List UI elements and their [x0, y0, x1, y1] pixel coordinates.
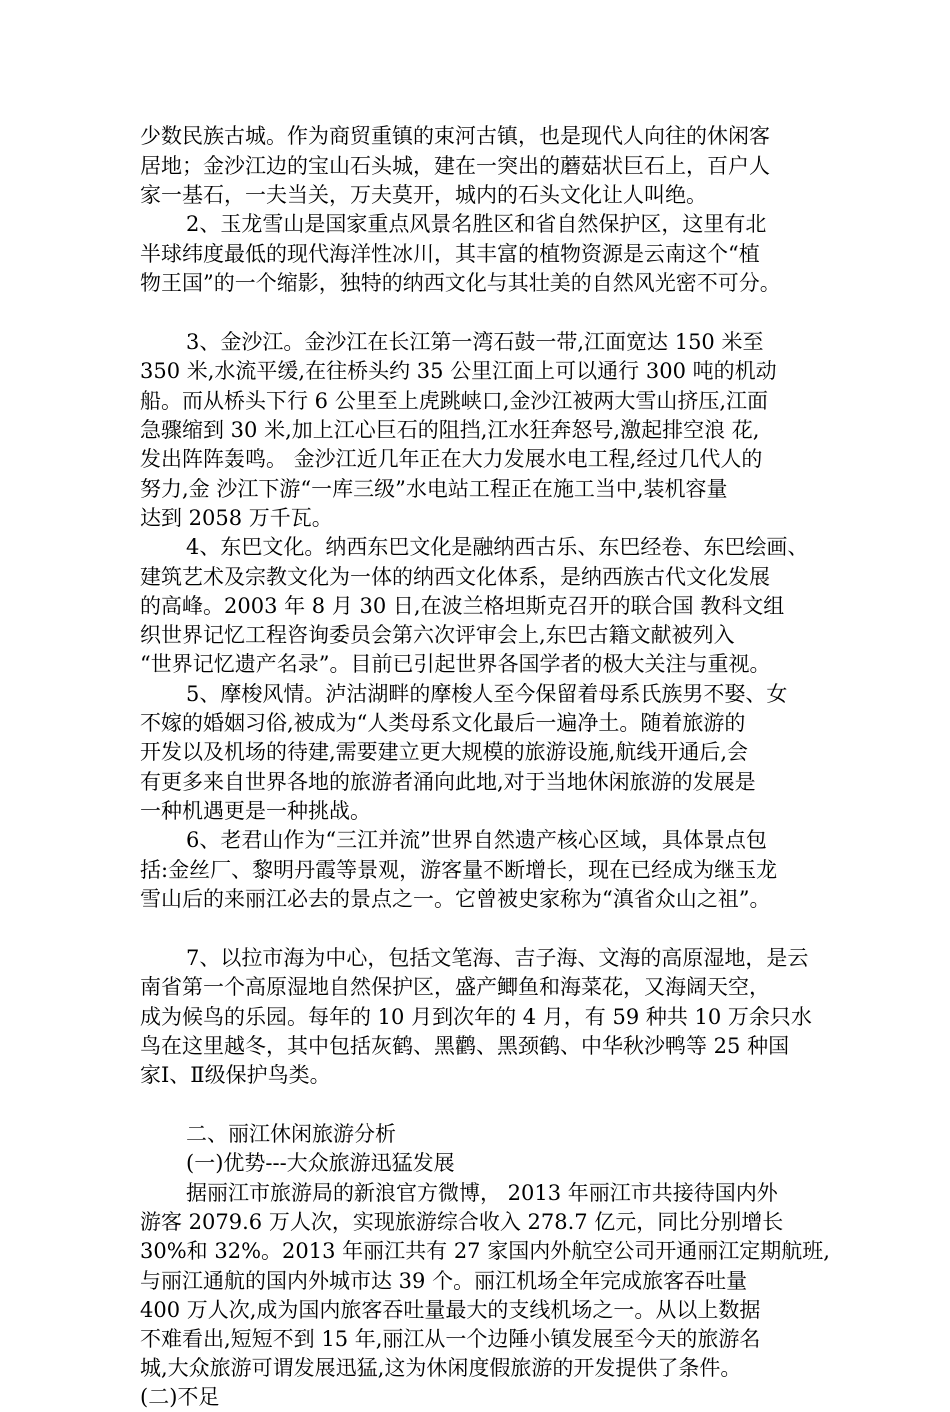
text-line: 船。而从桥头下行 6 公里至上虎跳峡口,金沙江被两大雪山挤压,江面 — [140, 389, 769, 413]
text-line: 开发以及机场的待建,需要建立更大规模的旅游设施,航线开通后,会 — [140, 740, 749, 764]
text-line: 南省第一个高原湿地自然保护区，盛产鲫鱼和海菜花，又海阔天空， — [140, 975, 770, 999]
text-line: 织世界记忆工程咨询委员会第六次评审会上,东巴古籍文献被列入 — [140, 623, 735, 647]
text-line: 有更多来自世界各地的旅游者涌向此地,对于当地休闲旅游的发展是 — [140, 770, 756, 794]
text-line: 努力,金 沙江下游“一库三级”水电站工程正在施工当中,装机容量 — [140, 477, 728, 501]
text-line: 游客 2079.6 万人次，实现旅游综合收入 278.7 亿元，同比分别增长 — [140, 1210, 784, 1234]
text-line: 不嫁的婚姻习俗,被成为“人类母系文化最后一遍净土。随着旅游的 — [140, 711, 746, 735]
text-line: 与丽江通航的国内外城市达 39 个。丽江机场全年完成旅客吞吐量 — [140, 1269, 748, 1293]
text-line: 30%和 32%。2013 年丽江共有 27 家国内外航空公司开通丽江定期航班, — [140, 1239, 830, 1263]
text-line: 鸟在这里越冬，其中包括灰鹤、黑鹳、黑颈鹤、中华秋沙鸭等 25 种国 — [140, 1034, 790, 1058]
text-line: (二)不足 — [140, 1385, 220, 1409]
subsection-heading: (一)优势---大众旅游迅猛发展 — [186, 1151, 455, 1175]
text-line: 7、以拉市海为中心，包括文笔海、吉子海、文海的高原湿地，是云 — [186, 946, 809, 970]
text-line: 家一基石，一夫当关，万夫莫开，城内的石头文化让人叫绝。 — [140, 183, 707, 207]
text-line: 350 米,水流平缓,在往桥头约 35 公里江面上可以通行 300 吨的机动 — [140, 359, 777, 383]
text-line: “世界记忆遗产名录”。目前已引起世界各国学者的极大关注与重视。 — [140, 652, 771, 676]
text-line: 居地；金沙江边的宝山石头城，建在一突出的蘑菇状巨石上，百户人 — [140, 154, 770, 178]
text-line: 据丽江市旅游局的新浪官方微博， 2013 年丽江市共接待国内外 — [186, 1181, 778, 1205]
text-line: 急骤缩到 30 米,加上江心巨石的阻挡,江水狂奔怒号,激起排空浪 花, — [140, 418, 760, 442]
text-line: 5、摩梭风情。泸沽湖畔的摩梭人至今保留着母系氏族男不娶、女 — [186, 682, 788, 706]
text-line: 括:金丝厂、黎明丹霞等景观，游客量不断增长，现在已经成为继玉龙 — [140, 858, 778, 882]
text-line: 发出阵阵轰鸣。 金沙江近几年正在大力发展水电工程,经过几代人的 — [140, 447, 763, 471]
text-line: 的高峰。2003 年 8 月 30 日,在波兰格坦斯克召开的联合国 教科文组 — [140, 594, 785, 618]
text-line: 少数民族古城。作为商贸重镇的束河古镇，也是现代人向往的休闲客 — [140, 124, 770, 148]
text-line: 成为候鸟的乐园。每年的 10 月到次年的 4 月，有 59 种共 10 万余只水 — [140, 1005, 812, 1029]
text-line: 6、老君山作为“三江并流”世界自然遗产核心区域，具体景点包 — [186, 828, 767, 852]
section-heading: 二、丽江休闲旅游分析 — [186, 1122, 396, 1146]
text-line: 不难看出,短短不到 15 年,丽江从一个边陲小镇发展至今天的旅游名 — [140, 1327, 761, 1351]
text-line: 家Ⅰ、Ⅱ级保护鸟类。 — [140, 1063, 331, 1087]
text-line: 4、东巴文化。纳西东巴文化是融纳西古乐、东巴经卷、东巴绘画、 — [186, 535, 809, 559]
text-line: 物王国”的一个缩影，独特的纳西文化与其壮美的自然风光密不可分。 — [140, 271, 781, 295]
text-line: 一种机遇更是一种挑战。 — [140, 799, 371, 823]
text-line: 半球纬度最低的现代海洋性冰川，其丰富的植物资源是云南这个“植 — [140, 242, 760, 266]
text-line: 2、玉龙雪山是国家重点风景名胜区和省自然保护区，这里有北 — [186, 212, 767, 236]
text-line: 3、金沙江。金沙江在长江第一湾石鼓一带,江面宽达 150 米至 — [186, 330, 764, 354]
text-line: 达到 2058 万千瓦。 — [140, 506, 333, 530]
text-line: 400 万人次,成为国内旅客吞吐量最大的支线机场之一。从以上数据 — [140, 1298, 761, 1322]
text-line: 雪山后的来丽江必去的景点之一。它曾被史家称为“滇省众山之祖”。 — [140, 887, 771, 911]
text-line: 城,大众旅游可谓发展迅猛,这为休闲度假旅游的开发提供了条件。 — [140, 1356, 742, 1380]
text-line: 建筑艺术及宗教文化为一体的纳西文化体系，是纳西族古代文化发展 — [140, 565, 770, 589]
